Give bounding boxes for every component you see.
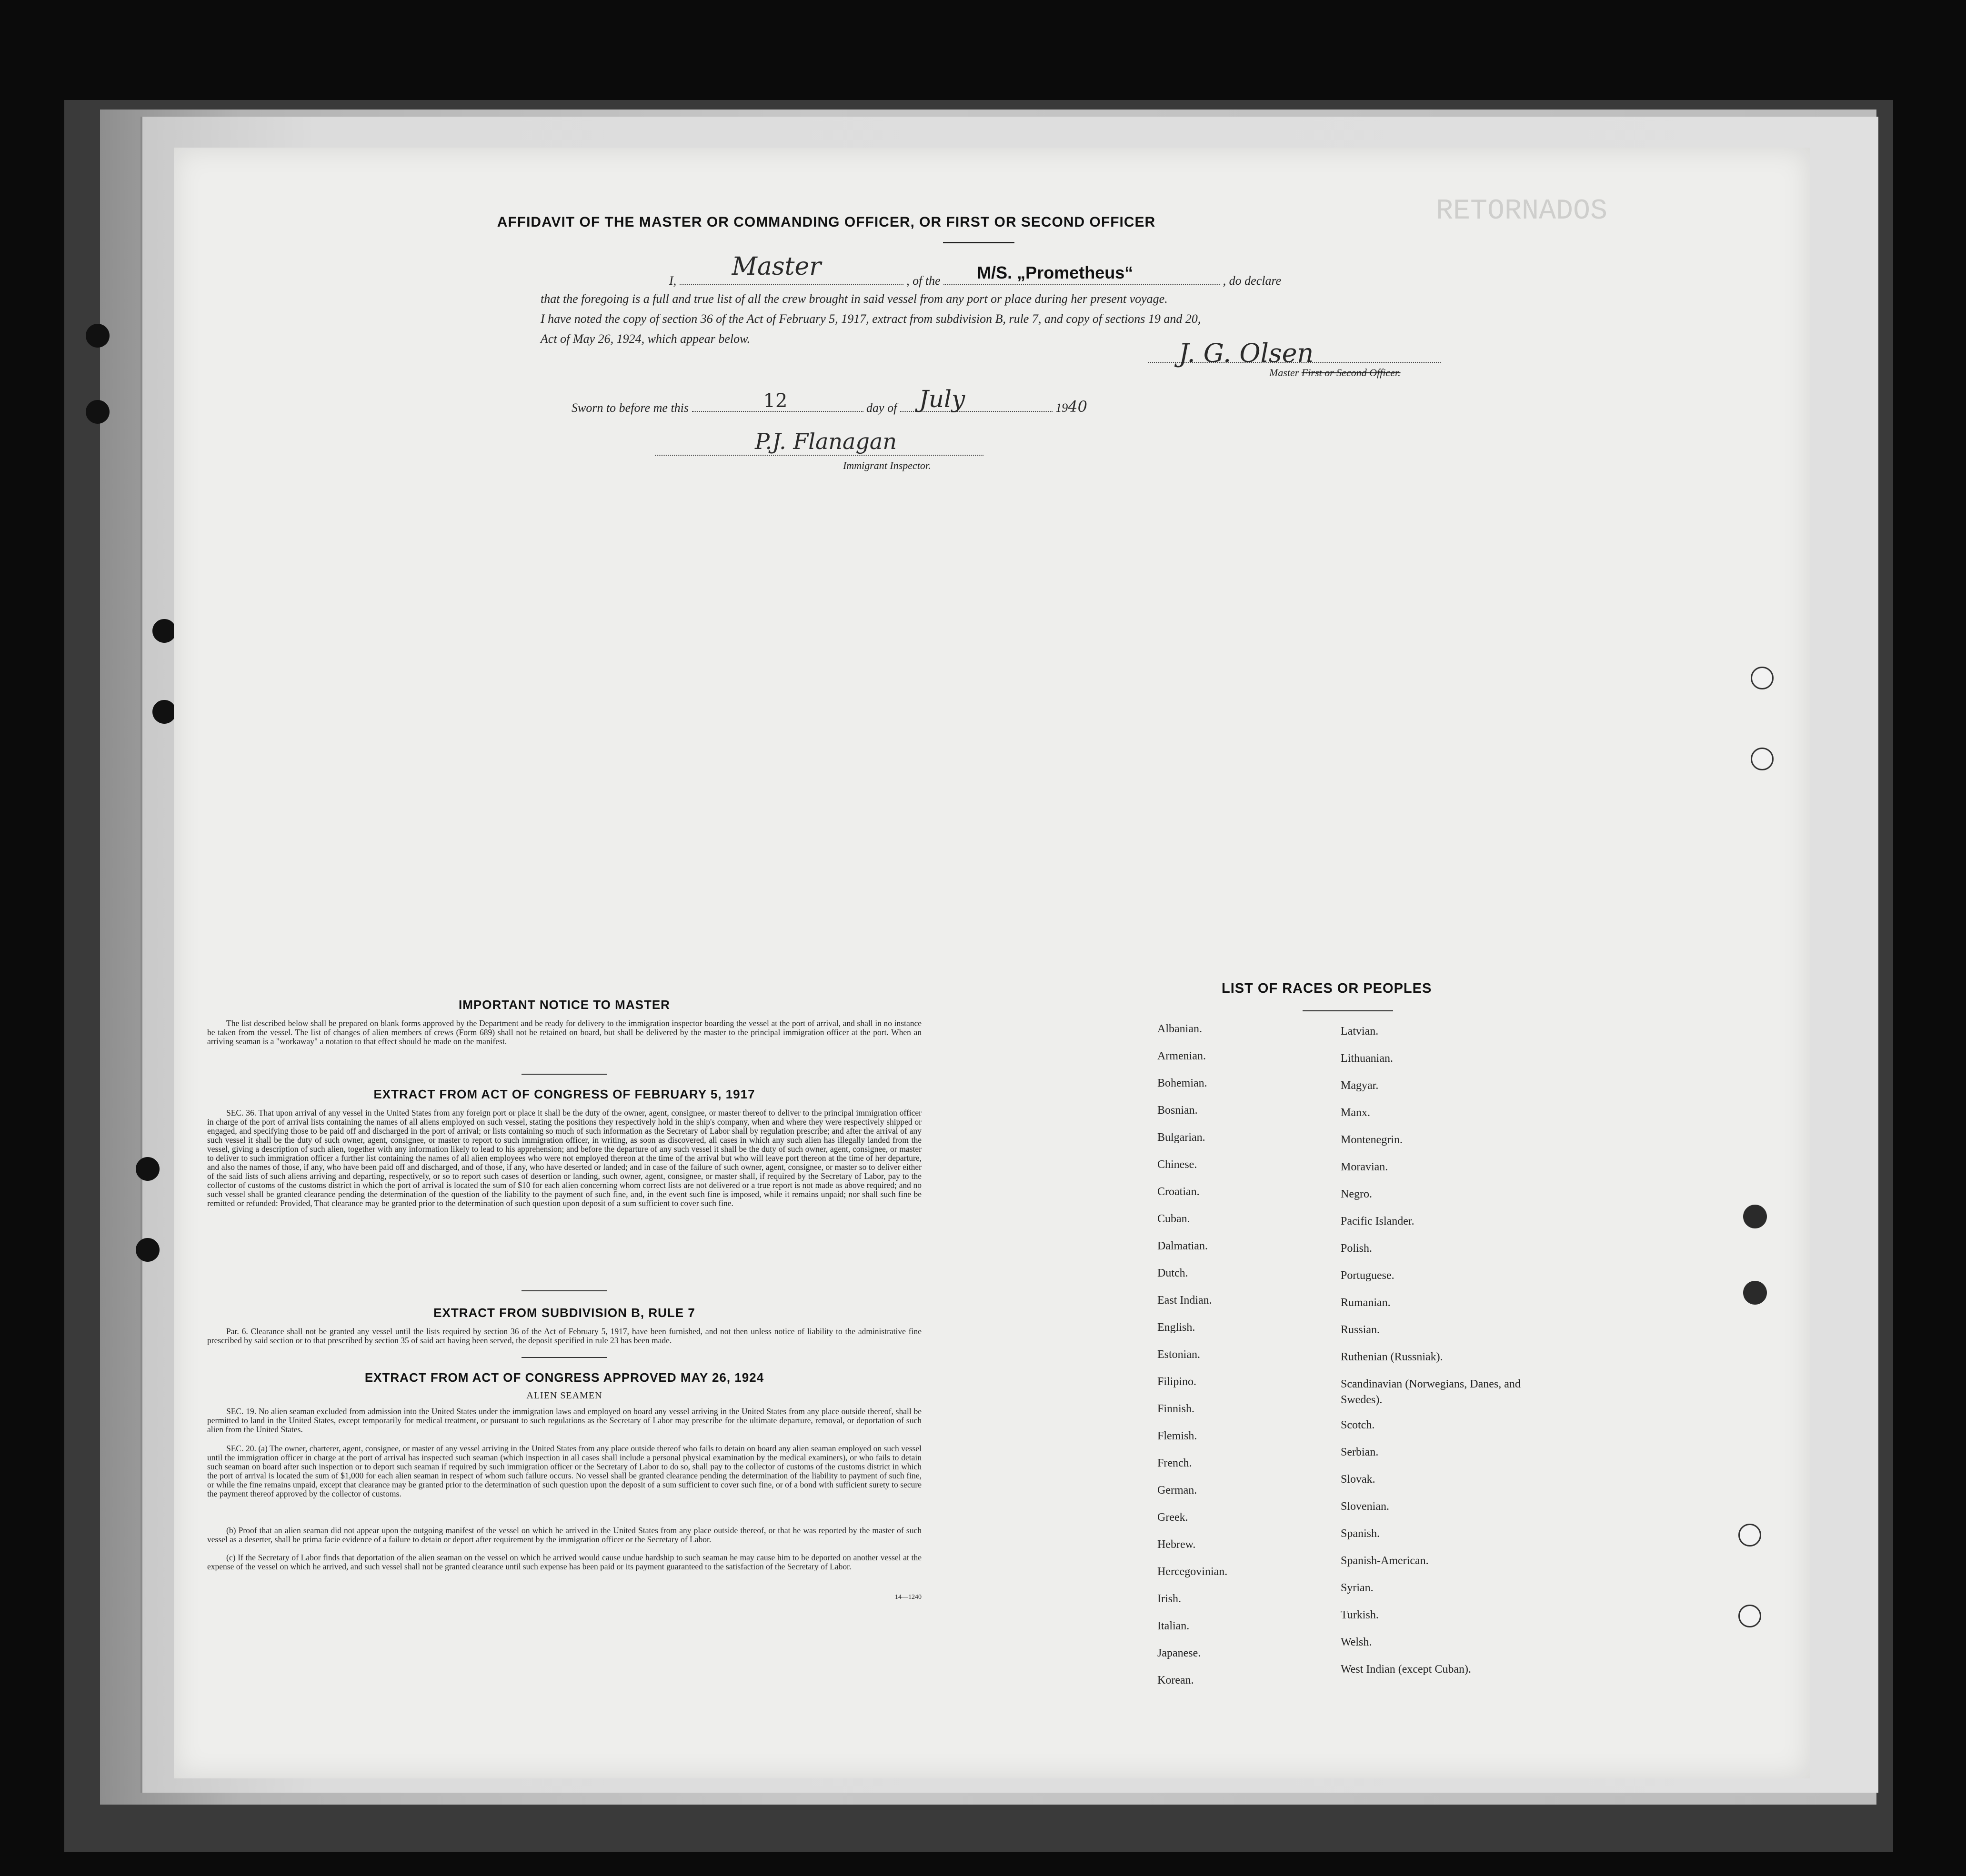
affidavit-title: AFFIDAVIT OF THE MASTER OR COMMANDING OFFICER, OR FIRST OR SECOND OFFICER [497, 214, 1156, 230]
race-item: East Indian. [1157, 1294, 1212, 1307]
sworn-line [572, 385, 1088, 416]
affidavit-line-2: that the foregoing is a full and true list of all the crew brought in said vessel from any port or place during her present voyage. [541, 292, 1168, 306]
extract2-title: EXTRACT FROM SUBDIVISION B, RULE 7 [433, 1306, 695, 1320]
notice-body: The list described below shall be prepared on blank forms approved by the Department and be ready for delivery to the immigration inspector boarding the vessel at the port of arrival, and shall in no instance be taken from the vessel. The list of changes of alien members of crews (Form 689) shall not be retained on board, but shall be delivered by the master to the principal immigration officer at the port. When an arriving seaman is a "workaway" a notation to that effect should be made on the manifest. [207, 1018, 922, 1046]
race-item: German. [1157, 1484, 1197, 1497]
race-item: Spanish. [1341, 1527, 1380, 1540]
day-of-label: day of [866, 401, 897, 415]
race-item: Pacific Islander. [1341, 1215, 1414, 1227]
caption-master: Master [1269, 367, 1299, 379]
race-item: Bulgarian. [1157, 1131, 1205, 1144]
of-the-label: , of the [906, 274, 941, 288]
races-column-1 [1157, 1021, 1314, 1700]
race-item: Polish. [1341, 1242, 1373, 1255]
race-item: Ruthenian (Russniak). [1341, 1351, 1443, 1363]
declarant-signature: Master [732, 252, 822, 281]
race-item: Bohemian. [1157, 1077, 1207, 1089]
race-item: Negro. [1341, 1188, 1372, 1200]
race-item: Manx. [1341, 1107, 1370, 1119]
punch-hole [136, 1157, 160, 1181]
sworn-month-field [900, 385, 1053, 413]
race-item: Bosnian. [1157, 1104, 1198, 1117]
punch-hole [1751, 667, 1774, 689]
race-item: Lithuanian. [1341, 1052, 1393, 1065]
race-item: Magyar. [1341, 1079, 1379, 1092]
punch-hole [86, 400, 110, 424]
race-item: Spanish-American. [1341, 1555, 1429, 1567]
do-declare-label: , do declare [1223, 274, 1282, 288]
extract2-rule [522, 1357, 607, 1358]
race-item: Korean. [1157, 1674, 1194, 1686]
punch-hole [1751, 748, 1774, 770]
race-item: Portuguese. [1341, 1269, 1394, 1282]
race-item: Latvian. [1341, 1025, 1379, 1038]
race-item: Dutch. [1157, 1267, 1188, 1279]
extract1-title: EXTRACT FROM ACT OF CONGRESS OF FEBRUARY 5, 1917 [373, 1087, 755, 1101]
race-item: Cuban. [1157, 1213, 1190, 1225]
races-column-2 [1341, 1024, 1541, 1689]
extract3-sec20a: SEC. 20. (a) The owner, charterer, agent, consignee, or master of any vessel arriving in the United States from any place outside thereof who fails to detain on board any alien seaman employed on such vessel until the immigration officer in charge at the port of arrival has inspected such seaman (which inspection in all cases shall include a personal physical examination by the medical examiners), or who fails to detain such seaman on board after such inspection or to deport such seaman if required by such immigration officer or the Secretary of Labor to do so, shall pay to the collector of customs of the customs district in which the port of arrival is located the sum of $1,000 for each alien seaman in respect of whom such failure occurs. No vessel shall be granted clearance pending the determination of the liability to payment of such fine, or while the fine remains unpaid, except that clearance may be granted prior to the determination of such question upon the deposit of a sum sufficient to cover such fine, or of a bond with sufficient surety to secure the payment thereof approved by the collector of customs. [207, 1444, 922, 1498]
i-label: I, [669, 274, 677, 288]
punch-hole [152, 700, 176, 724]
race-item: Slovenian. [1341, 1500, 1389, 1513]
title-underline [943, 242, 1014, 243]
punch-hole [1743, 1205, 1767, 1228]
extract1-body: SEC. 36. That upon arrival of any vessel in the United States from any foreign port or place it shall be the duty of the owner, agent, consignee, or master thereof to deliver to the principal immigration officer in charge of the port of arrival lists containing the names of all aliens employed on such vessel, stating the positions they respectively hold in the ship's company, when and where they were respectively shipped or engaged, and specifying those to be paid off and discharged in the port of arrival; or lists containing so much of such information as the Secretary of Labor shall by regulation prescribe; and after the arrival of any such vessel it shall be the duty of such owner, agent, consignee, or master to report to such immigration officer, in writing, as soon as discovered, all cases in which any such alien has illegally landed from the vessel, giving a description of such alien, together with any information likely to lead to his apprehension; and before the departure of any such vessel it shall be the duty of such owner, agent, consignee, or master to deliver to such immigration officer a further list containing the names of all alien employees who were not employed thereon at the time of the arrival but who will leave port thereon at the time of her departure, and also the names of those, if any, who have been paid off and discharged, and of those, if any, who have deserted or landed; and in case of the failure of such owner, agent, consignee, or master so to deliver either of the said lists of such aliens arriving and departing, respectively, or so to report such cases of desertion or landing, such owner, agent, consignee, or master shall, if required by the Secretary of Labor, pay to the collector of customs of the customs district in which the port of arrival is located the sum of $10 for each alien concerning whom correct lists are not delivered or a true report is not made as above required; and no such vessel shall be granted clearance pending the determination of the question of the liability to the payment of such fine, and, in the event such fine is imposed, while it remains unpaid; nor shall such fine be remitted or refunded: Provided, That clearance may be granted prior to the determination of such question upon deposit of a sum sufficient to cover such fine. [207, 1108, 922, 1208]
race-item: Armenian. [1157, 1050, 1206, 1062]
race-item: Finnish. [1157, 1403, 1195, 1415]
extract3-title: EXTRACT FROM ACT OF CONGRESS APPROVED MAY 26, 1924 [364, 1370, 764, 1385]
race-item: Rumanian. [1341, 1297, 1391, 1309]
race-item: Greek. [1157, 1511, 1188, 1524]
race-item: West Indian (except Cuban). [1341, 1663, 1471, 1676]
race-item: Scotch. [1341, 1419, 1375, 1431]
race-item: Dalmatian. [1157, 1240, 1208, 1252]
race-item: Chinese. [1157, 1158, 1197, 1171]
punch-hole [136, 1238, 160, 1262]
race-item: Filipino. [1157, 1376, 1197, 1388]
race-item: Welsh. [1341, 1636, 1372, 1648]
inspector-caption: Immigrant Inspector. [843, 459, 931, 471]
race-item: Russian. [1341, 1324, 1380, 1336]
race-item: Scandinavian (Norwegians, Danes, and Swedes). [1341, 1378, 1521, 1406]
extract2-body: Par. 6. Clearance shall not be granted any vessel until the lists required by section 36 of the Act of February 5, 1917, have been furnished, and not then unless notice of liability to the administrative fine prescribed by said section or to that prescribed by section 35 of said act having been served, the deposit specified in rule 23 has been made. [207, 1327, 922, 1345]
year-prefix: 19 [1055, 401, 1068, 415]
year-suffix: 40 [1068, 398, 1088, 416]
race-item: Serbian. [1341, 1446, 1379, 1458]
caption-struck: First or Second Officer. [1301, 367, 1401, 379]
extract1-rule [522, 1290, 607, 1291]
master-signature: J. G. Olsen [1179, 338, 1314, 368]
affidavit-line-4: Act of May 26, 1924, which appear below. [541, 332, 751, 346]
races-title-underline [1303, 1010, 1393, 1011]
sworn-day-field [692, 390, 863, 412]
punch-hole [1738, 1605, 1761, 1627]
extract3-subtitle: ALIEN SEAMEN [526, 1390, 602, 1401]
sworn-month: July [919, 385, 965, 413]
extract3-sec19: SEC. 19. No alien seaman excluded from admission into the United States under the immigration laws and employed on board any vessel arriving in the United States from any place outside thereof, shall be permitted to land in the United States, except temporarily for medical treatment, or pursuant to such regulations as the Secretary of Labor may prescribe for the ultimate departure, removal, or deportation of such alien from the United States. [207, 1407, 922, 1434]
race-item: Slovak. [1341, 1473, 1375, 1486]
form-number: 14—1240 [895, 1594, 922, 1601]
punch-hole [1743, 1281, 1767, 1305]
race-item: Albanian. [1157, 1023, 1202, 1035]
race-item: Syrian. [1341, 1582, 1374, 1594]
race-item: Croatian. [1157, 1186, 1200, 1198]
inspector-signature: P.J. Flanagan [755, 429, 897, 454]
race-item: Estonian. [1157, 1348, 1200, 1361]
declarant-field [680, 252, 903, 285]
punch-hole [86, 324, 110, 348]
vessel-name: M/S. „Prometheus“ [977, 263, 1133, 282]
race-item: Turkish. [1341, 1609, 1379, 1621]
notice-title: IMPORTANT NOTICE TO MASTER [459, 998, 670, 1012]
race-item: Moravian. [1341, 1161, 1388, 1173]
affidavit-line-1 [669, 252, 1622, 288]
race-item: Hercegovinian. [1157, 1566, 1228, 1578]
race-item: Hebrew. [1157, 1538, 1196, 1551]
punch-hole [1738, 1524, 1761, 1547]
extract3-sec20c: (c) If the Secretary of Labor finds that deportation of the alien seaman on the vessel on which he arrived would cause undue hardship to such seaman he may cause him to be deported on another vessel at the expense of the vessel on which he arrived, and such vessel shall not be granted clearance until such expense has been paid or its payment guaranteed to the satisfaction of the Secretary of Labor. [207, 1553, 922, 1571]
affidavit-line-3: I have noted the copy of section 36 of the Act of February 5, 1917, extract from subdivision B, rule 7, and copy of sections 19 and 20, [541, 312, 1201, 326]
signature-caption [1269, 367, 1401, 379]
document-page [174, 148, 1810, 1778]
race-item: Flemish. [1157, 1430, 1197, 1442]
extract3-sec20b: (b) Proof that an alien seaman did not appear upon the outgoing manifest of the vessel on which he arrived in the United States from any place outside thereof, or that he was reported by the master of such vessel as a deserter, shall be prima facie evidence of a failure to detain or deport after requirement by the immigration officer or the Secretary of Labor. [207, 1526, 922, 1544]
sworn-day: 12 [763, 390, 788, 412]
race-item: French. [1157, 1457, 1192, 1469]
punch-hole [152, 619, 176, 643]
notice-rule [522, 1074, 607, 1075]
sworn-label: Sworn to before me this [572, 401, 689, 415]
race-item: Montenegrin. [1341, 1134, 1403, 1146]
race-item: Italian. [1157, 1620, 1190, 1632]
vessel-field [943, 263, 1220, 285]
race-item: Irish. [1157, 1593, 1181, 1605]
race-item: English. [1157, 1321, 1195, 1334]
race-item: Japanese. [1157, 1647, 1201, 1659]
bleed-through-text: RETORNADOS [1436, 195, 1608, 228]
races-title: LIST OF RACES OR PEOPLES [1222, 981, 1432, 996]
